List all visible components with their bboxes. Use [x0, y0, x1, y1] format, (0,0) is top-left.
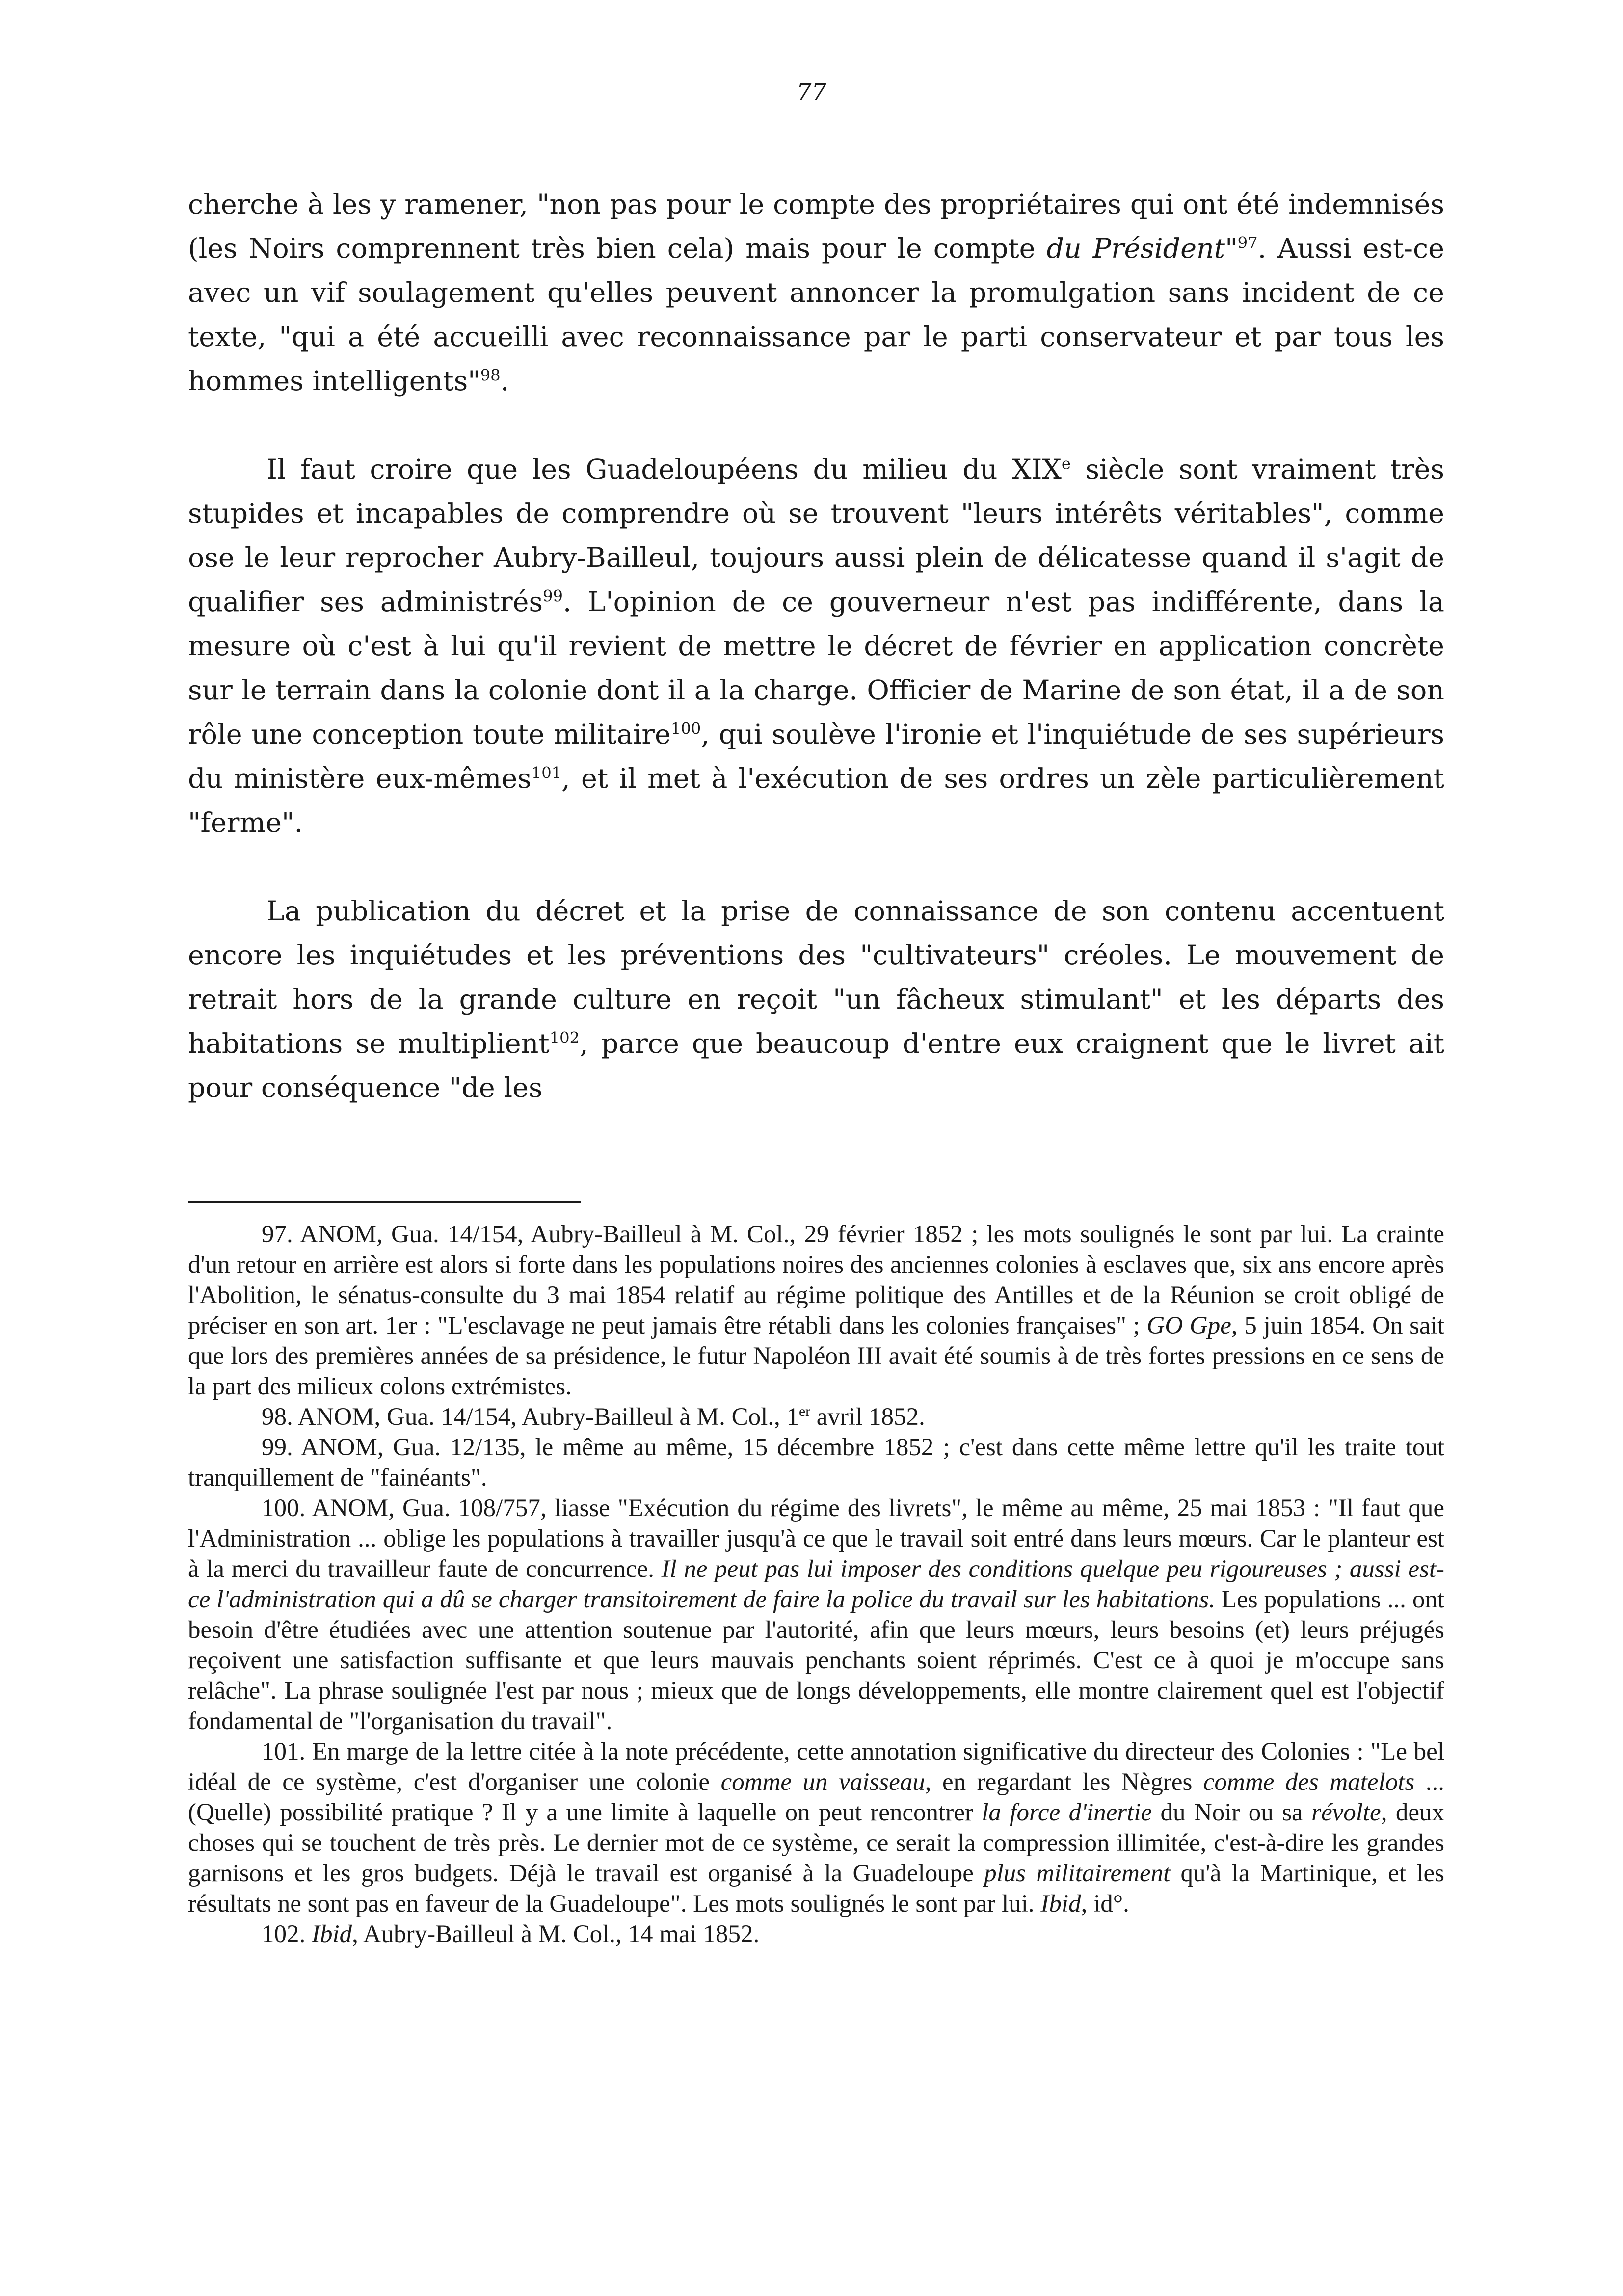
- text-run: , deux choses qui se touchent de très près. Le dernier mot de ce système, ce serait la compression illimitée, c'est-à-dire les grandes garnisons et les gros budgets. Déjà le travail est organisé à la Guadeloupe: [188, 1799, 1444, 1887]
- text-run: ... (Quelle) possibilité pratique ? Il y a une limite à laquelle on peut rencontrer: [188, 1768, 1444, 1826]
- text-run: ": [1225, 233, 1238, 265]
- text-run: Il faut croire que les Guadeloupéens du milieu du XIX: [266, 454, 1062, 485]
- text-run: .: [500, 365, 509, 397]
- page-number: 77: [796, 79, 827, 106]
- footnote-ref-100[interactable]: 100: [670, 719, 701, 738]
- text-run: La publication du décret et la prise de connaissance de son contenu accentuent encore les inquiétudes et les préventions des "cultivateurs" créoles. Le mouvement de retrait hors de la grande culture en reçoit "un fâcheux stimulant" et les départs des habitations se multiplient: [188, 895, 1444, 1060]
- text-run: du Noir ou sa: [1152, 1799, 1312, 1826]
- text-run: , en regardant les Nègres: [925, 1768, 1203, 1796]
- paragraph-1: [188, 183, 1444, 403]
- text-run: 98. ANOM, Gua. 14/154, Aubry-Bailleul à M. Col., 1: [262, 1403, 799, 1431]
- text-run: . Aussi est-ce avec un vif soulagement qu'elles peuvent annoncer la promulgation sans incident de ce texte, "qui a été accueilli avec reconnaissance par le parti conservateur et par tous les hommes intelligents": [188, 233, 1444, 397]
- text-run: siècle sont vraiment très stupides et incapables de comprendre où se trouvent "leurs intérêts véritables", comme ose le leur reprocher Aubry-Bailleul, toujours aussi plein de délicatesse quand il s'agit de qualifier ses administrés: [188, 454, 1445, 618]
- text-run: 102.: [262, 1921, 312, 1948]
- italic-run: GO Gpe: [1146, 1312, 1231, 1339]
- italic-run: plus militairement: [984, 1860, 1171, 1887]
- text-run: cherche à les y ramener, "non pas pour le compte des propriétaires qui ont été indemnisés (les Noirs comprennent très bien cela) mais pour le compte: [188, 188, 1444, 265]
- italic-run: du Président: [1046, 233, 1225, 265]
- text-run: , et il met à l'exécution de ses ordres un zèle particulièrement "ferme".: [188, 763, 1444, 839]
- italic-run: révolte: [1311, 1799, 1381, 1826]
- footnote-ref-98[interactable]: 98: [480, 366, 501, 385]
- footnote-ref-97[interactable]: 97: [1237, 233, 1258, 252]
- paragraph-2: [188, 448, 1444, 845]
- footnote-101: [188, 1736, 1444, 1919]
- footnote-98: [188, 1402, 1444, 1432]
- main-text: [188, 183, 1444, 1110]
- text-run: Les populations ... ont besoin d'être étudiées avec une attention soutenue par l'autorité, afin que leurs mœurs, leurs besoins (et) leurs préjugés reçoivent une satisfaction suffisante et que leurs mauvais penchants soient réprimés. C'est ce à quoi je m'occupe sans relâche". La phrase soulignée l'est par nous ; mieux que de longs développements, elle montre clairement quel est l'objectif fondamental de "l'organisation du travail".: [188, 1586, 1444, 1735]
- text-run: , qui soulève l'ironie et l'inquiétude de ses supérieurs du ministère eux-mêmes: [188, 719, 1444, 795]
- text-run: qu'à la Martinique, et les résultats ne sont pas en faveur de la Guadeloupe". Les mots soulignés le sont par lui.: [188, 1860, 1444, 1918]
- italic-run: Ibid: [1040, 1890, 1081, 1918]
- italic-run: Ibid: [312, 1921, 352, 1948]
- text-run: , parce que beaucoup d'entre eux craignent que le livret ait pour conséquence "de les: [188, 1028, 1444, 1104]
- text-run: . L'opinion de ce gouverneur n'est pas indifférente, dans la mesure où c'est à lui qu'il revient de mettre le décret de février en application concrète sur le terrain dans la colonie dont il a la charge. Officier de Marine de son état, il a de son rôle une conception toute militaire: [188, 586, 1444, 750]
- paragraph-3: [188, 889, 1444, 1110]
- text-run: , 5 juin 1854. On sait que lors des premières années de sa présidence, le futur Napoléon III avait été soumis à de très fortes pressions en ce sens de la part des milieux colons extrémistes.: [188, 1312, 1445, 1400]
- footnote-ref-101[interactable]: 101: [531, 763, 562, 782]
- footnotes: [188, 1219, 1444, 1949]
- text-run: avril 1852.: [810, 1403, 925, 1431]
- text-run: 100. ANOM, Gua. 108/757, liasse "Exécution du régime des livrets", le même au même, 25 mai 1853 : "Il faut que l'Administration ... oblige les populations à travailler jusqu'à ce que le travail soit entré dans leurs mœurs. Car le planteur est à la merci du travailleur faute de concurrence.: [188, 1495, 1444, 1583]
- footnote-divider: [188, 1201, 581, 1203]
- text-run: 97. ANOM, Gua. 14/154, Aubry-Bailleul à M. Col., 29 février 1852 ; les mots soulignés le sont par lui. La crainte d'un retour en arrière est alors si forte dans les populations noires des anciennes colonies à esclaves que, six ans encore après l'Abolition, le sénatus-consulte du 3 mai 1854 relatif au régime politique des Antilles et de la Réunion se croit obligé de préciser en son art. 1er : "L'esclavage ne peut jamais être rétabli dans les colonies françaises" ;: [188, 1221, 1444, 1339]
- footnote-ref-102[interactable]: 102: [549, 1028, 580, 1047]
- footnote-ref-99[interactable]: 99: [542, 587, 563, 606]
- footnote-100: [188, 1493, 1444, 1736]
- italic-run: la force d'inertie: [982, 1799, 1152, 1826]
- superscript-e: e: [1061, 454, 1071, 473]
- superscript-er: er: [799, 1404, 811, 1419]
- footnote-99: 99. ANOM, Gua. 12/135, le même au même, 15 décembre 1852 ; c'est dans cette même lettre qu'il les traite tout tranquillement de "fainéants".: [188, 1434, 1444, 1492]
- text-run: 101. En marge de la lettre citée à la note précédente, cette annotation significative du directeur des Colonies : "Le bel idéal de ce système, c'est d'organiser une colonie: [188, 1738, 1444, 1796]
- footnote-102: [188, 1919, 1444, 1949]
- footnote-97: [188, 1219, 1444, 1402]
- italic-run: Il ne peut pas lui imposer des conditions quelque peu rigoureuses ; aussi est-ce l'administration qui a dû se charger transitoirement de faire la police du travail sur les habitations.: [188, 1555, 1444, 1613]
- text-run: , id°.: [1081, 1890, 1129, 1918]
- italic-run: comme des matelots: [1203, 1768, 1415, 1796]
- text-run: , Aubry-Bailleul à M. Col., 14 mai 1852.: [352, 1921, 760, 1948]
- italic-run: comme un vaisseau: [720, 1768, 925, 1796]
